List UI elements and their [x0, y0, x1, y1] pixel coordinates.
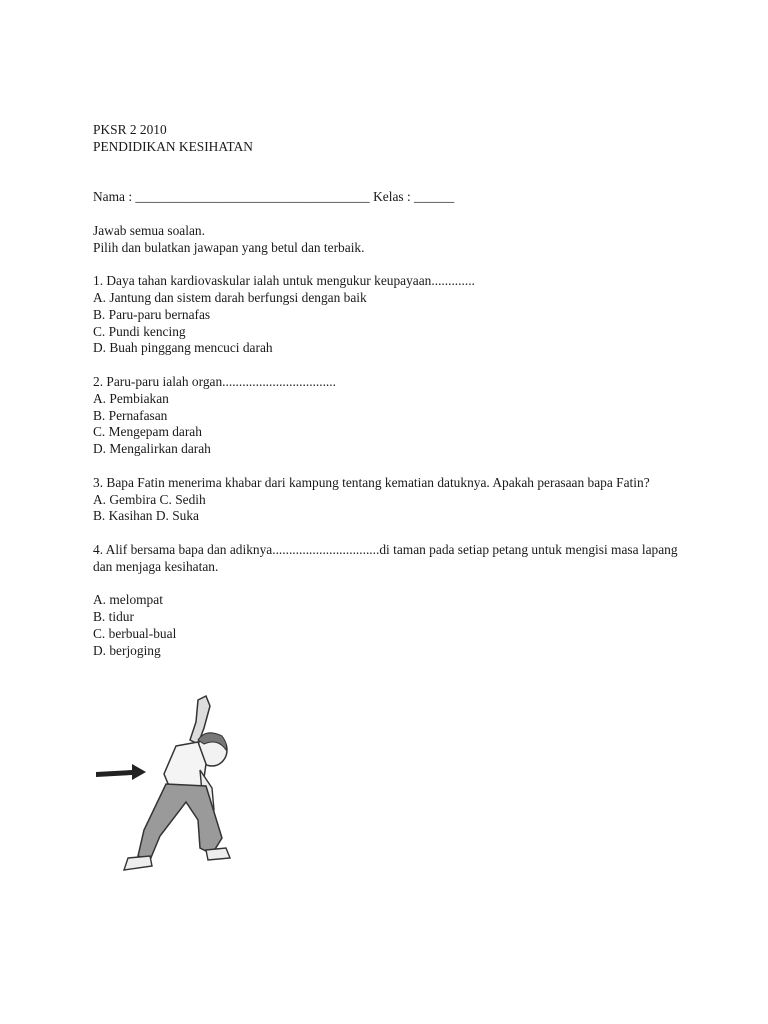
option[interactable]: A. melompat [93, 592, 163, 608]
option[interactable]: A. Pembiakan [93, 390, 169, 406]
question-3 [93, 475, 693, 525]
class-label: Kelas : [373, 189, 411, 205]
instruction-2: Pilih dan bulatkan jawapan yang betul dan terbaik. [93, 239, 365, 255]
class-blank[interactable]: ______ [414, 189, 455, 205]
question-text: 2. Paru-paru ialah organ.................................. [93, 373, 336, 389]
question-text: 1. Daya tahan kardiovaskular ialah untuk mengukur keupayaan............. [93, 273, 475, 289]
question-text: 3. Bapa Fatin menerima khabar dari kampung tentang kematian datuknya. Apakah perasaan bapa Fatin? [93, 474, 650, 490]
arrow-icon [96, 764, 146, 780]
option[interactable]: B. tidur [93, 609, 134, 625]
option[interactable]: A. Jantung dan sistem darah berfungsi dengan baik [93, 289, 367, 305]
question-1 [93, 273, 693, 357]
option[interactable]: D. Mengalirkan darah [93, 441, 211, 457]
name-label: Nama : [93, 189, 133, 205]
illustration-svg [94, 688, 264, 888]
name-blank[interactable]: ___________________________________ [135, 189, 370, 205]
stretching-child-illustration [94, 688, 264, 888]
option[interactable]: D. Buah pinggang mencuci darah [93, 340, 273, 356]
worksheet [93, 122, 693, 660]
instruction-1: Jawab semua soalan. [93, 222, 205, 238]
option[interactable]: D. berjoging [93, 642, 161, 658]
option[interactable]: B. Paru-paru bernafas [93, 306, 211, 322]
option[interactable]: B. Pernafasan [93, 407, 168, 423]
question-text: 4. Alif bersama bapa dan adiknya................................di taman pada setiap petang untuk mengisi masa lapang dan menjaga kesihatan. [93, 541, 678, 574]
exam-code: PKSR 2 2010 [93, 122, 167, 137]
option[interactable]: C. Pundi kencing [93, 323, 186, 339]
question-4 [93, 542, 693, 660]
subject-title: PENDIDIKAN KESIHATAN [93, 138, 253, 154]
option[interactable]: A. Gembira C. Sedih [93, 491, 206, 507]
option[interactable]: C. berbual-bual [93, 625, 177, 641]
question-2 [93, 374, 693, 458]
student-fields [93, 189, 693, 206]
option[interactable]: C. Mengepam darah [93, 424, 202, 440]
option[interactable]: B. Kasihan D. Suka [93, 508, 200, 524]
